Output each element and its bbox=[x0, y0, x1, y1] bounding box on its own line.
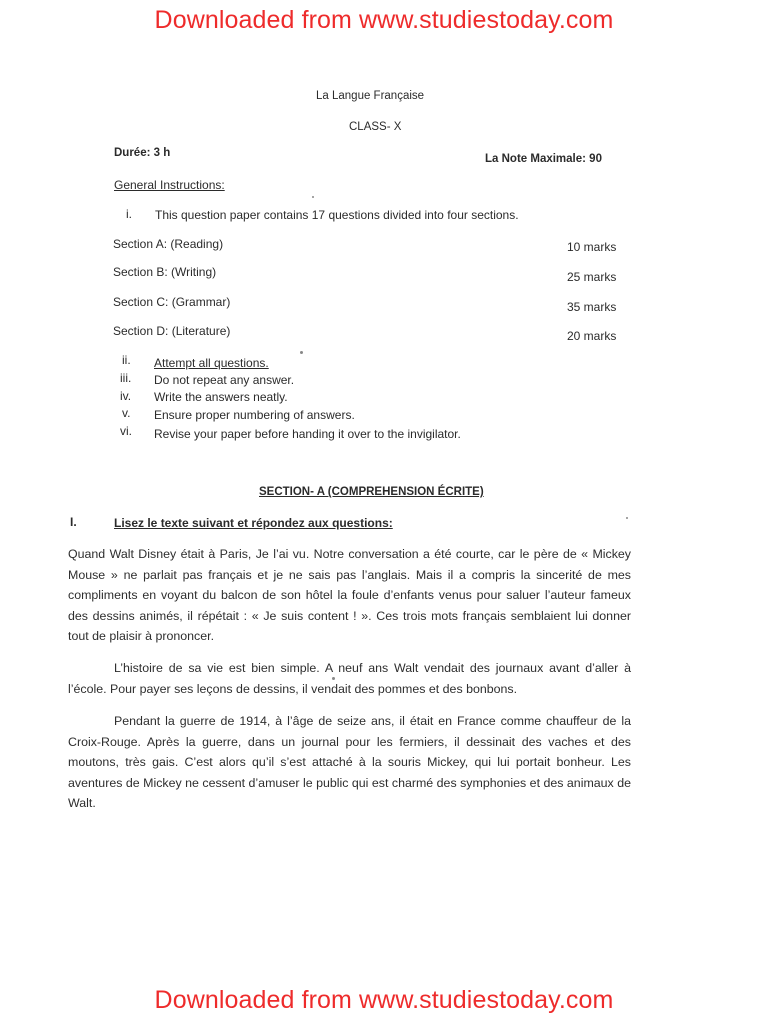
passage-paragraph: Quand Walt Disney était à Paris, Je l’ai vu. Notre conversation a été courte, car le père de « Mickey Mouse » ne parlait pas français et je ne sais pas l’anglais. Mais il a compris la sincerité de mes compliments en voyant du balcon de son hôtel la foule d’enfants venus pour saluer l’auteur fameux des dessins animés, il répétait : « Je suis content ! ». Ces trois mots français semblaient lui donner tout de plaisir à prononcer. bbox=[68, 547, 631, 643]
instruction-number: iv. bbox=[120, 389, 132, 403]
section-c-label: Section C: (Grammar) bbox=[113, 295, 231, 309]
duration: Durée: 3 h bbox=[114, 147, 171, 159]
section-b-label: Section B: (Writing) bbox=[113, 265, 217, 279]
question-prompt: Lisez le texte suivant et répondez aux questions: bbox=[114, 516, 393, 530]
instruction-text: Write the answers neatly. bbox=[154, 390, 288, 404]
scan-speck bbox=[332, 677, 335, 680]
section-d-label: Section D: (Literature) bbox=[113, 324, 231, 338]
section-a-label: Section A: (Reading) bbox=[113, 237, 224, 251]
download-banner-bottom[interactable]: Downloaded from www.studiestoday.com bbox=[154, 986, 614, 1014]
scan-speck bbox=[312, 196, 314, 198]
section-d-marks: 20 marks bbox=[567, 329, 617, 343]
instruction-text: Do not repeat any answer. bbox=[154, 373, 295, 387]
instruction-number: i. bbox=[126, 207, 132, 221]
instructions-heading: General Instructions: bbox=[114, 178, 225, 192]
instruction-text: Revise your paper before handing it over to the invigilator. bbox=[154, 427, 461, 441]
section-a-marks: 10 marks bbox=[567, 240, 617, 254]
instruction-text: Attempt all questions. bbox=[154, 356, 269, 370]
download-banner-top[interactable]: Downloaded from www.studiestoday.com bbox=[154, 6, 614, 34]
instruction-number: v. bbox=[122, 406, 131, 420]
section-c-marks: 35 marks bbox=[567, 300, 617, 314]
instruction-number: ii. bbox=[122, 353, 131, 367]
instruction-number: vi. bbox=[120, 424, 132, 438]
instruction-number: iii. bbox=[120, 371, 132, 385]
question-number: I. bbox=[70, 515, 77, 529]
passage-paragraph: L’histoire de sa vie est bien simple. A neuf ans Walt vendait des journaux avant d’aller à l’école. Pour payer ses leçons de dessins, il vendait des pommes et des bonbons. bbox=[68, 661, 631, 696]
instruction-text: Ensure proper numbering of answers. bbox=[154, 408, 355, 422]
scan-speck bbox=[626, 517, 628, 519]
class-label: CLASS- X bbox=[349, 121, 402, 133]
max-marks: La Note Maximale: 90 bbox=[485, 153, 602, 165]
scan-speck bbox=[300, 351, 303, 354]
paper-title: La Langue Française bbox=[316, 90, 425, 102]
section-b-marks: 25 marks bbox=[567, 270, 617, 284]
section-heading: SECTION- A (COMPREHENSION ÉCRITE) bbox=[259, 486, 484, 498]
instruction-text: This question paper contains 17 questions divided into four sections. bbox=[155, 208, 519, 222]
passage-paragraph: Pendant la guerre de 1914, à l’âge de seize ans, il était en France comme chauffeur de la Croix-Rouge. Après la guerre, dans un journal pour les fermiers, il dessinait des vaches et des moutons, très gais. C’est alors qu’il s’est attaché à la souris Mickey, qui lui portait bonheur. Les aventures de Mickey ne cessent d’amuser le public qui est charmé des symphonies et des animaux de Walt. bbox=[68, 714, 631, 810]
